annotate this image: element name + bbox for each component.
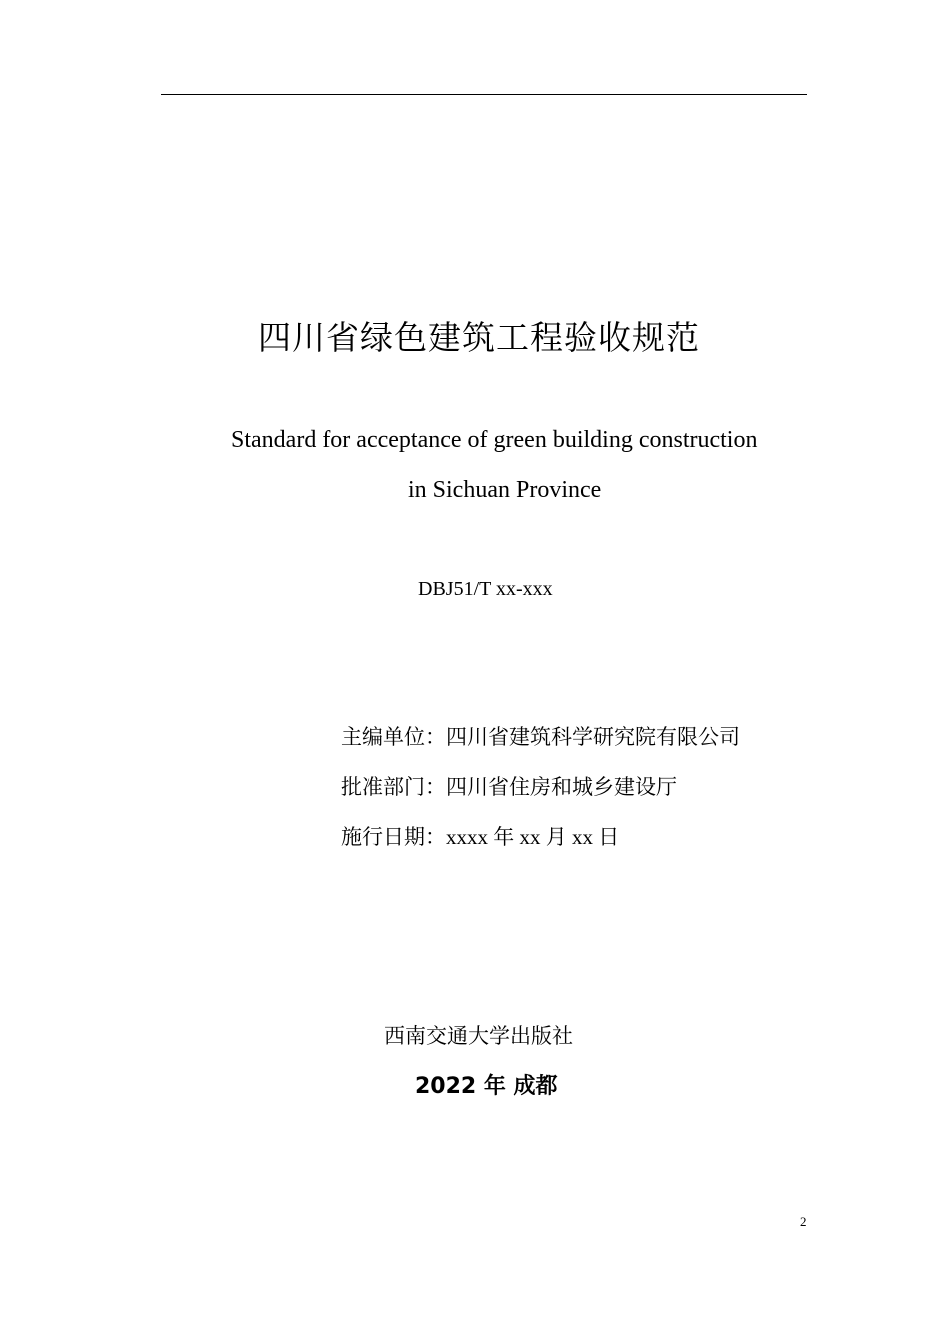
effective-date: 施行日期：xxxx 年 xx 月 xx 日: [341, 825, 620, 849]
document-title-english-line-2: in Sichuan Province: [408, 477, 602, 503]
standard-number: DBJ51/T xx-xxx: [418, 578, 553, 600]
page-number: 2: [800, 1214, 807, 1229]
publish-year-city: 2022 年 成都: [415, 1074, 558, 1099]
document-title-english-line-1: Standard for acceptance of green building construction: [231, 427, 758, 453]
approving-department: 批准部门：四川省住房和城乡建设厅: [341, 775, 677, 799]
document-title-chinese: 四川省绿色建筑工程验收规范: [258, 318, 700, 357]
chief-editor-unit: 主编单位：四川省建筑科学研究院有限公司: [341, 725, 740, 749]
publisher: 西南交通大学出版社: [384, 1024, 573, 1048]
header-rule: [161, 94, 807, 95]
